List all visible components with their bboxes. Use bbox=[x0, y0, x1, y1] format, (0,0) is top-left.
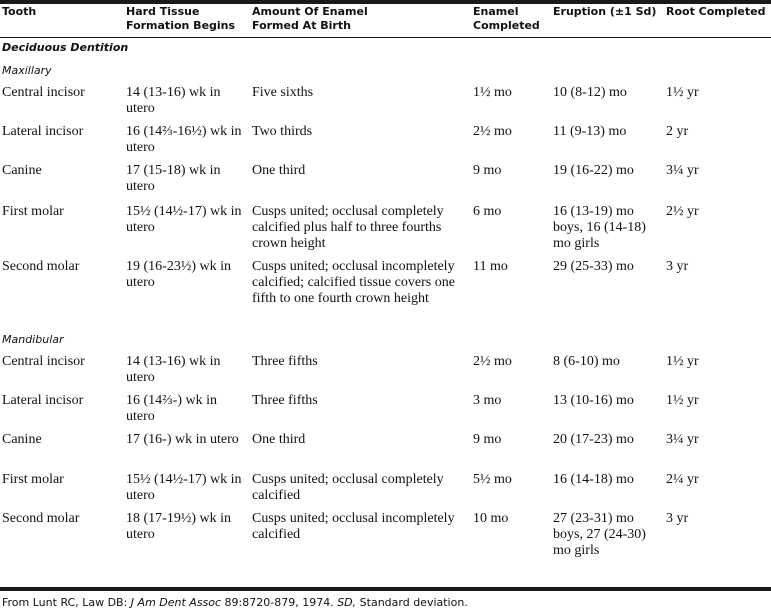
table-bottom-rule bbox=[0, 587, 771, 591]
cell-tooth: Lateral incisor bbox=[2, 393, 84, 408]
cell-eruption: 19 (16-22) mo bbox=[553, 163, 634, 178]
cell-enamel-birth: Cusps united; occlusal incompletely calcified; calcified tissue covers one fifth to one fourth crown height bbox=[252, 259, 455, 306]
cell-enamel-birth: Cusps united; occlusal incompletely calcified bbox=[252, 511, 455, 542]
cell-root-completed: 3 yr bbox=[666, 259, 689, 274]
cell-enamel-completed: 2½ mo bbox=[473, 354, 512, 369]
footnote-suffix: Standard deviation. bbox=[356, 596, 468, 609]
cell-enamel-birth: One third bbox=[252, 163, 306, 178]
cell-formation: 14 (13-16) wk in utero bbox=[126, 354, 221, 385]
cell-formation: 15½ (14½-17) wk in utero bbox=[126, 472, 242, 503]
cell-enamel-completed: 10 mo bbox=[473, 511, 509, 526]
cell-enamel-birth: Cusps united; occlusal completely calcified bbox=[252, 472, 444, 503]
cell-eruption: 8 (6-10) mo bbox=[553, 354, 620, 369]
cell-enamel-completed: 11 mo bbox=[473, 259, 508, 274]
cell-tooth: First molar bbox=[2, 204, 64, 219]
cell-enamel-birth: Three fifths bbox=[252, 393, 318, 408]
cell-enamel-birth: Three fifths bbox=[252, 354, 318, 369]
footnote-abbreviation: SD, bbox=[337, 596, 357, 609]
cell-root-completed: 3¼ yr bbox=[666, 432, 699, 447]
cell-root-completed: 1½ yr bbox=[666, 85, 699, 100]
cell-root-completed: 2½ yr bbox=[666, 204, 699, 219]
header-rule bbox=[0, 37, 771, 38]
cell-eruption: 16 (14-18) mo bbox=[553, 472, 634, 487]
cell-root-completed: 1½ yr bbox=[666, 393, 699, 408]
cell-enamel-birth: Two thirds bbox=[252, 124, 313, 139]
section-title: Deciduous Dentition bbox=[2, 41, 129, 54]
cell-root-completed: 3 yr bbox=[666, 511, 689, 526]
cell-root-completed: 3¼ yr bbox=[666, 163, 699, 178]
cell-tooth: Canine bbox=[2, 163, 42, 178]
header-hard-tissue-formation: Hard Tissue Formation Begins bbox=[126, 5, 236, 32]
cell-enamel-completed: 9 mo bbox=[473, 432, 502, 447]
cell-tooth: Canine bbox=[2, 432, 42, 447]
footnote-citation: 89:8720-879, 1974. bbox=[221, 596, 338, 609]
cell-eruption: 29 (25-33) mo bbox=[553, 259, 634, 274]
header-root-completed: Root Completed bbox=[666, 5, 766, 18]
cell-formation: 17 (15-18) wk in utero bbox=[126, 163, 221, 194]
cell-enamel-birth: One third bbox=[252, 432, 306, 447]
header-enamel-at-birth: Amount Of Enamel Formed At Birth bbox=[252, 5, 368, 32]
subsection-mandibular: Mandibular bbox=[2, 333, 64, 346]
cell-tooth: Central incisor bbox=[2, 85, 85, 100]
cell-enamel-completed: 3 mo bbox=[473, 393, 502, 408]
cell-enamel-completed: 5½ mo bbox=[473, 472, 512, 487]
cell-formation: 16 (14⅔-) wk in utero bbox=[126, 393, 217, 424]
header-eruption: Eruption (±1 Sd) bbox=[553, 5, 657, 18]
cell-eruption: 20 (17-23) mo bbox=[553, 432, 634, 447]
footnote-journal: J Am Dent Assoc bbox=[130, 596, 222, 609]
cell-formation: 16 (14⅔-16½) wk in utero bbox=[126, 124, 242, 155]
table-top-rule bbox=[0, 0, 771, 4]
cell-enamel-completed: 6 mo bbox=[473, 204, 502, 219]
subsection-maxillary: Maxillary bbox=[2, 64, 52, 77]
cell-eruption: 13 (10-16) mo bbox=[553, 393, 634, 408]
cell-tooth: Second molar bbox=[2, 259, 80, 274]
cell-enamel-completed: 9 mo bbox=[473, 163, 502, 178]
cell-root-completed: 1½ yr bbox=[666, 354, 699, 369]
cell-enamel-birth: Cusps united; occlusal completely calcified plus half to three fourths crown height bbox=[252, 204, 444, 251]
cell-eruption: 27 (23-31) mo boys, 27 (24-30) mo girls bbox=[553, 511, 646, 558]
cell-formation: 19 (16-23½) wk in utero bbox=[126, 259, 231, 290]
cell-root-completed: 2 yr bbox=[666, 124, 689, 139]
cell-formation: 14 (13-16) wk in utero bbox=[126, 85, 221, 116]
cell-formation: 15½ (14½-17) wk in utero bbox=[126, 204, 242, 235]
cell-formation: 18 (17-19½) wk in utero bbox=[126, 511, 231, 542]
cell-root-completed: 2¼ yr bbox=[666, 472, 699, 487]
cell-enamel-completed: 2½ mo bbox=[473, 124, 512, 139]
header-enamel-completed: Enamel Completed bbox=[473, 5, 540, 32]
cell-enamel-completed: 1½ mo bbox=[473, 85, 512, 100]
cell-enamel-birth: Five sixths bbox=[252, 85, 314, 100]
cell-tooth: Central incisor bbox=[2, 354, 85, 369]
source-footnote bbox=[2, 596, 468, 610]
cell-tooth: Lateral incisor bbox=[2, 124, 84, 139]
header-tooth: Tooth bbox=[2, 5, 37, 18]
cell-tooth: Second molar bbox=[2, 511, 80, 526]
cell-eruption: 16 (13-19) mo boys, 16 (14-18) mo girls bbox=[553, 204, 646, 251]
cell-eruption: 10 (8-12) mo bbox=[553, 85, 627, 100]
cell-eruption: 11 (9-13) mo bbox=[553, 124, 627, 139]
cell-tooth: First molar bbox=[2, 472, 64, 487]
footnote-prefix: From Lunt RC, Law DB: bbox=[2, 596, 131, 609]
cell-formation: 17 (16-) wk in utero bbox=[126, 432, 239, 447]
